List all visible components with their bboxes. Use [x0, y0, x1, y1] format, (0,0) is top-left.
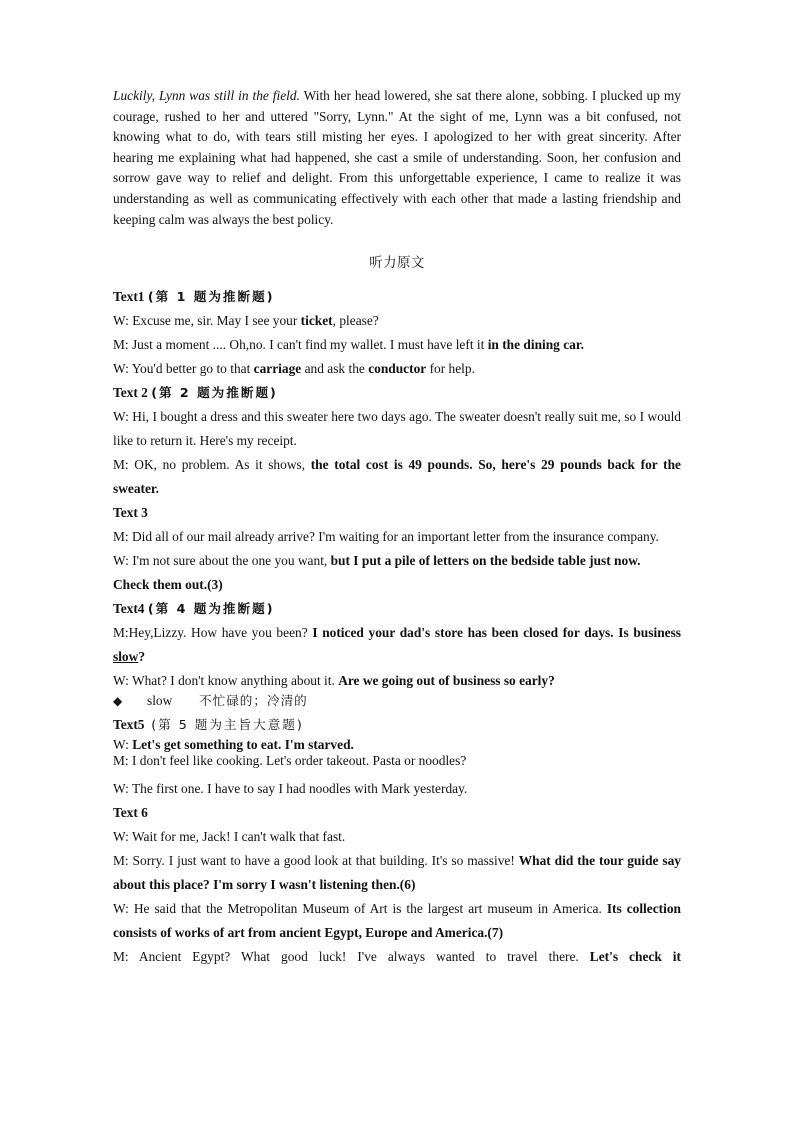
- text1-note: (第 1 题为推断题): [147, 288, 275, 304]
- text3-header: Text 3: [113, 504, 148, 520]
- text5-line3: W: The first one. I have to say I had noodles with Mark yesterday.: [113, 780, 468, 796]
- text3-line3: Check them out.(3): [113, 576, 223, 592]
- intro-paragraph: [113, 86, 681, 230]
- text6-line1: W: Wait for me, Jack! I can't walk that fast.: [113, 828, 346, 844]
- vocab-word: slow: [147, 692, 173, 708]
- intro-lead: Luckily, Lynn was still in the field.: [113, 88, 300, 103]
- vocab-definition: 不忙碌的；冷清的: [199, 692, 308, 708]
- text5-note: (第 5 题为主旨大意题): [151, 716, 304, 732]
- text6-header: Text 6: [113, 804, 148, 820]
- text4-header: Text4 (第 4 题为推断题): [113, 600, 275, 616]
- text1-line2: M: Just a moment .... Oh,no. I can't find my wallet. I must have left it in the dining car.: [113, 336, 584, 352]
- text6-line2: M: Sorry. I just want to have a good look at that building. It's so massive! What did the tour guide say about this place? I'm sorry I wasn't listening then.(6): [113, 852, 681, 892]
- text1-line1: W: Excuse me, sir. May I see your ticket, please?: [113, 312, 379, 328]
- text5-line1: W: Let's get something to eat. I'm starved.: [113, 736, 354, 752]
- underlined-slow: slow: [113, 648, 139, 664]
- diamond-bullet-icon: ◆: [113, 693, 123, 708]
- section-title: 听力原文: [369, 256, 425, 272]
- vocab-note: [113, 693, 681, 709]
- text4-line1: M:Hey,Lizzy. How have you been? I noticed your dad's store has been closed for days. Is business slow?: [113, 624, 682, 664]
- text6-line3: W: He said that the Metropolitan Museum of Art is the largest art museum in America. Its collection consists of works of art from ancient Egypt, Europe and America.(7): [113, 900, 681, 940]
- text2-note: (第 2 题为推断题): [151, 384, 278, 400]
- document-page: [113, 86, 681, 969]
- text3-line2: W: I'm not sure about the one you want, but I put a pile of letters on the bedside table just now.: [113, 552, 641, 568]
- text3-line1: M: Did all of our mail already arrive? I'm waiting for an important letter from the insurance company.: [113, 528, 659, 544]
- text2-line1: W: Hi, I bought a dress and this sweater here two days ago. The sweater doesn't really suit me, so I would like to return it. Here's my receipt.: [113, 408, 681, 448]
- text1-header: Text1 (第 1 题为推断题): [113, 288, 275, 304]
- text5-line2: M: I don't feel like cooking. Let's order takeout. Pasta or noodles?: [113, 752, 467, 768]
- text4-note: (第 4 题为推断题): [147, 600, 275, 616]
- intro-body: With her head lowered, she sat there alone, sobbing. I plucked up my courage, rushed to her and uttered "Sorry, Lynn." At the sight of me, Lynn was a bit confused, not knowing what to do, with tears still misting her eyes. I apologized to her with great sincerity. After hearing me explaining what had happened, she cast a smile of understanding. Soon, her confusion and sorrow gave way to relief and delight. From this unforgettable experience, I came to realize it was understanding as well as communicating effectively with each other that made a lasting friendship and keeping calm was always the best policy.: [113, 88, 682, 227]
- text2-line2: M: OK, no problem. As it shows, the total cost is 49 pounds. So, here's 29 pounds back for the sweater.: [113, 456, 681, 496]
- text1-line3: W: You'd better go to that carriage and ask the conductor for help.: [113, 360, 475, 376]
- text4-line2: W: What? I don't know anything about it. Are we going out of business so early?: [113, 672, 555, 688]
- text2-header: Text 2 (第 2 题为推断题): [113, 384, 278, 400]
- text6-line4: M: Ancient Egypt? What good luck! I've always wanted to travel there. Let's check it: [113, 948, 681, 964]
- text5-header: Text5 (第 5 题为主旨大意题): [113, 716, 304, 732]
